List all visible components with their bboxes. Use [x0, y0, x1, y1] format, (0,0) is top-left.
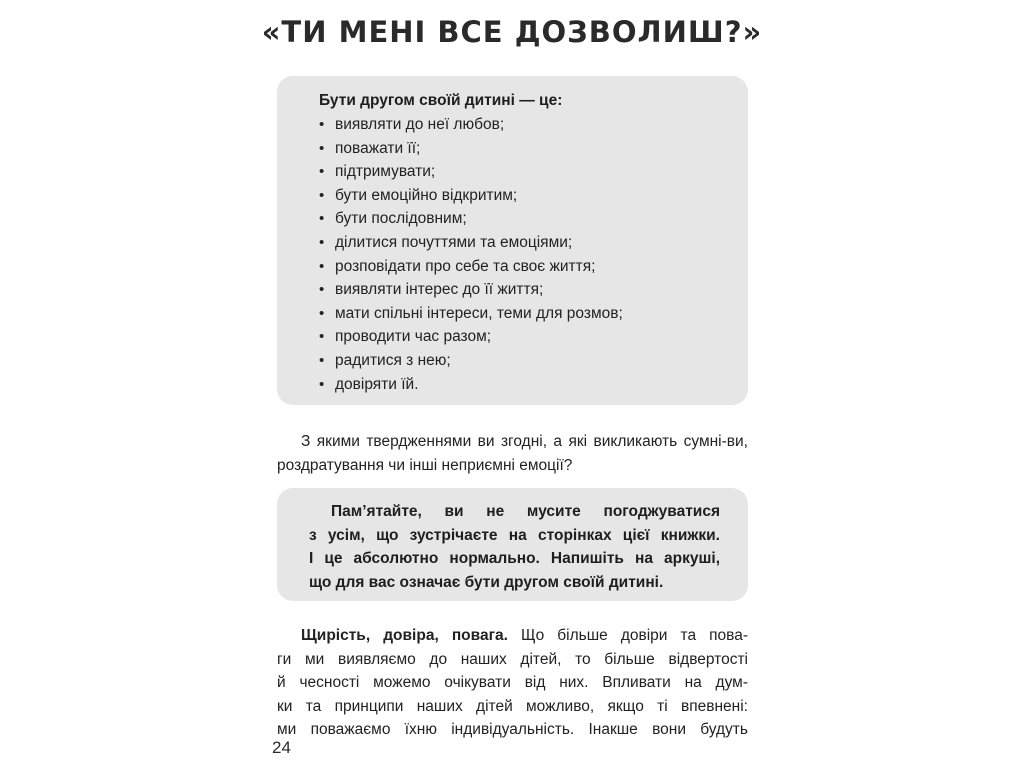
- body-line-text: Що більше довіри та пова-: [507, 627, 749, 644]
- reminder-box: [277, 488, 748, 601]
- list-item: • довіряти їй.: [319, 373, 728, 397]
- list-item: • мати спільні інтереси, теми для розмов;: [319, 302, 728, 326]
- body-line: ки та принципи наших дітей можливо, якщо ті впевнені:: [277, 697, 748, 715]
- list-item: • поважати її;: [319, 137, 728, 161]
- reminder-line: І це абсолютно нормально. Напишіть на аркуші,: [309, 550, 720, 567]
- list-item: • виявляти інтерес до її життя;: [319, 278, 728, 302]
- friend-list-heading: Бути другом своїй дитині — це:: [319, 92, 563, 109]
- question-paragraph: З якими твердженнями ви згодні, а які викликають сумні-ви, роздратування чи інші неприємні емоції?: [277, 433, 748, 474]
- reminder-line: Пам’ятайте, ви не мусите погоджуватися: [331, 503, 720, 520]
- body-line: ги ми виявляємо до наших дітей, то більше відвертості: [277, 650, 748, 668]
- body-line: й чесності можемо очікувати від них. Впливати на дум-: [277, 674, 748, 691]
- reminder-line: з усім, що зустрічаєте на сторінках цієї книжки.: [309, 526, 720, 544]
- body-line: ми поважаємо їхню індивідуальність. Інакше вони будуть: [277, 721, 748, 738]
- list-item: • розповідати про себе та своє життя;: [319, 255, 728, 279]
- reminder-line: що для вас означає бути другом своїй дитині.: [309, 573, 664, 591]
- body-paragraph: [277, 624, 748, 742]
- list-item: • підтримувати;: [319, 160, 728, 184]
- list-item: • бути емоційно відкритим;: [319, 184, 728, 208]
- page-title: «ТИ МЕНІ ВСЕ ДОЗВОЛИШ?»: [261, 15, 763, 49]
- list-item: • ділитися почуттями та емоціями;: [319, 231, 728, 255]
- list-item: • бути послідовним;: [319, 207, 728, 231]
- list-item: • радитися з нею;: [319, 349, 728, 373]
- friend-list: [319, 113, 728, 396]
- body-lead: Щирість, довіра, повага.: [301, 627, 508, 644]
- list-item: • виявляти до неї любов;: [319, 113, 728, 137]
- friend-definition-box: [277, 76, 748, 405]
- list-item: • проводити час разом;: [319, 325, 728, 349]
- body-line: [277, 624, 748, 648]
- page-number: 24: [272, 738, 291, 757]
